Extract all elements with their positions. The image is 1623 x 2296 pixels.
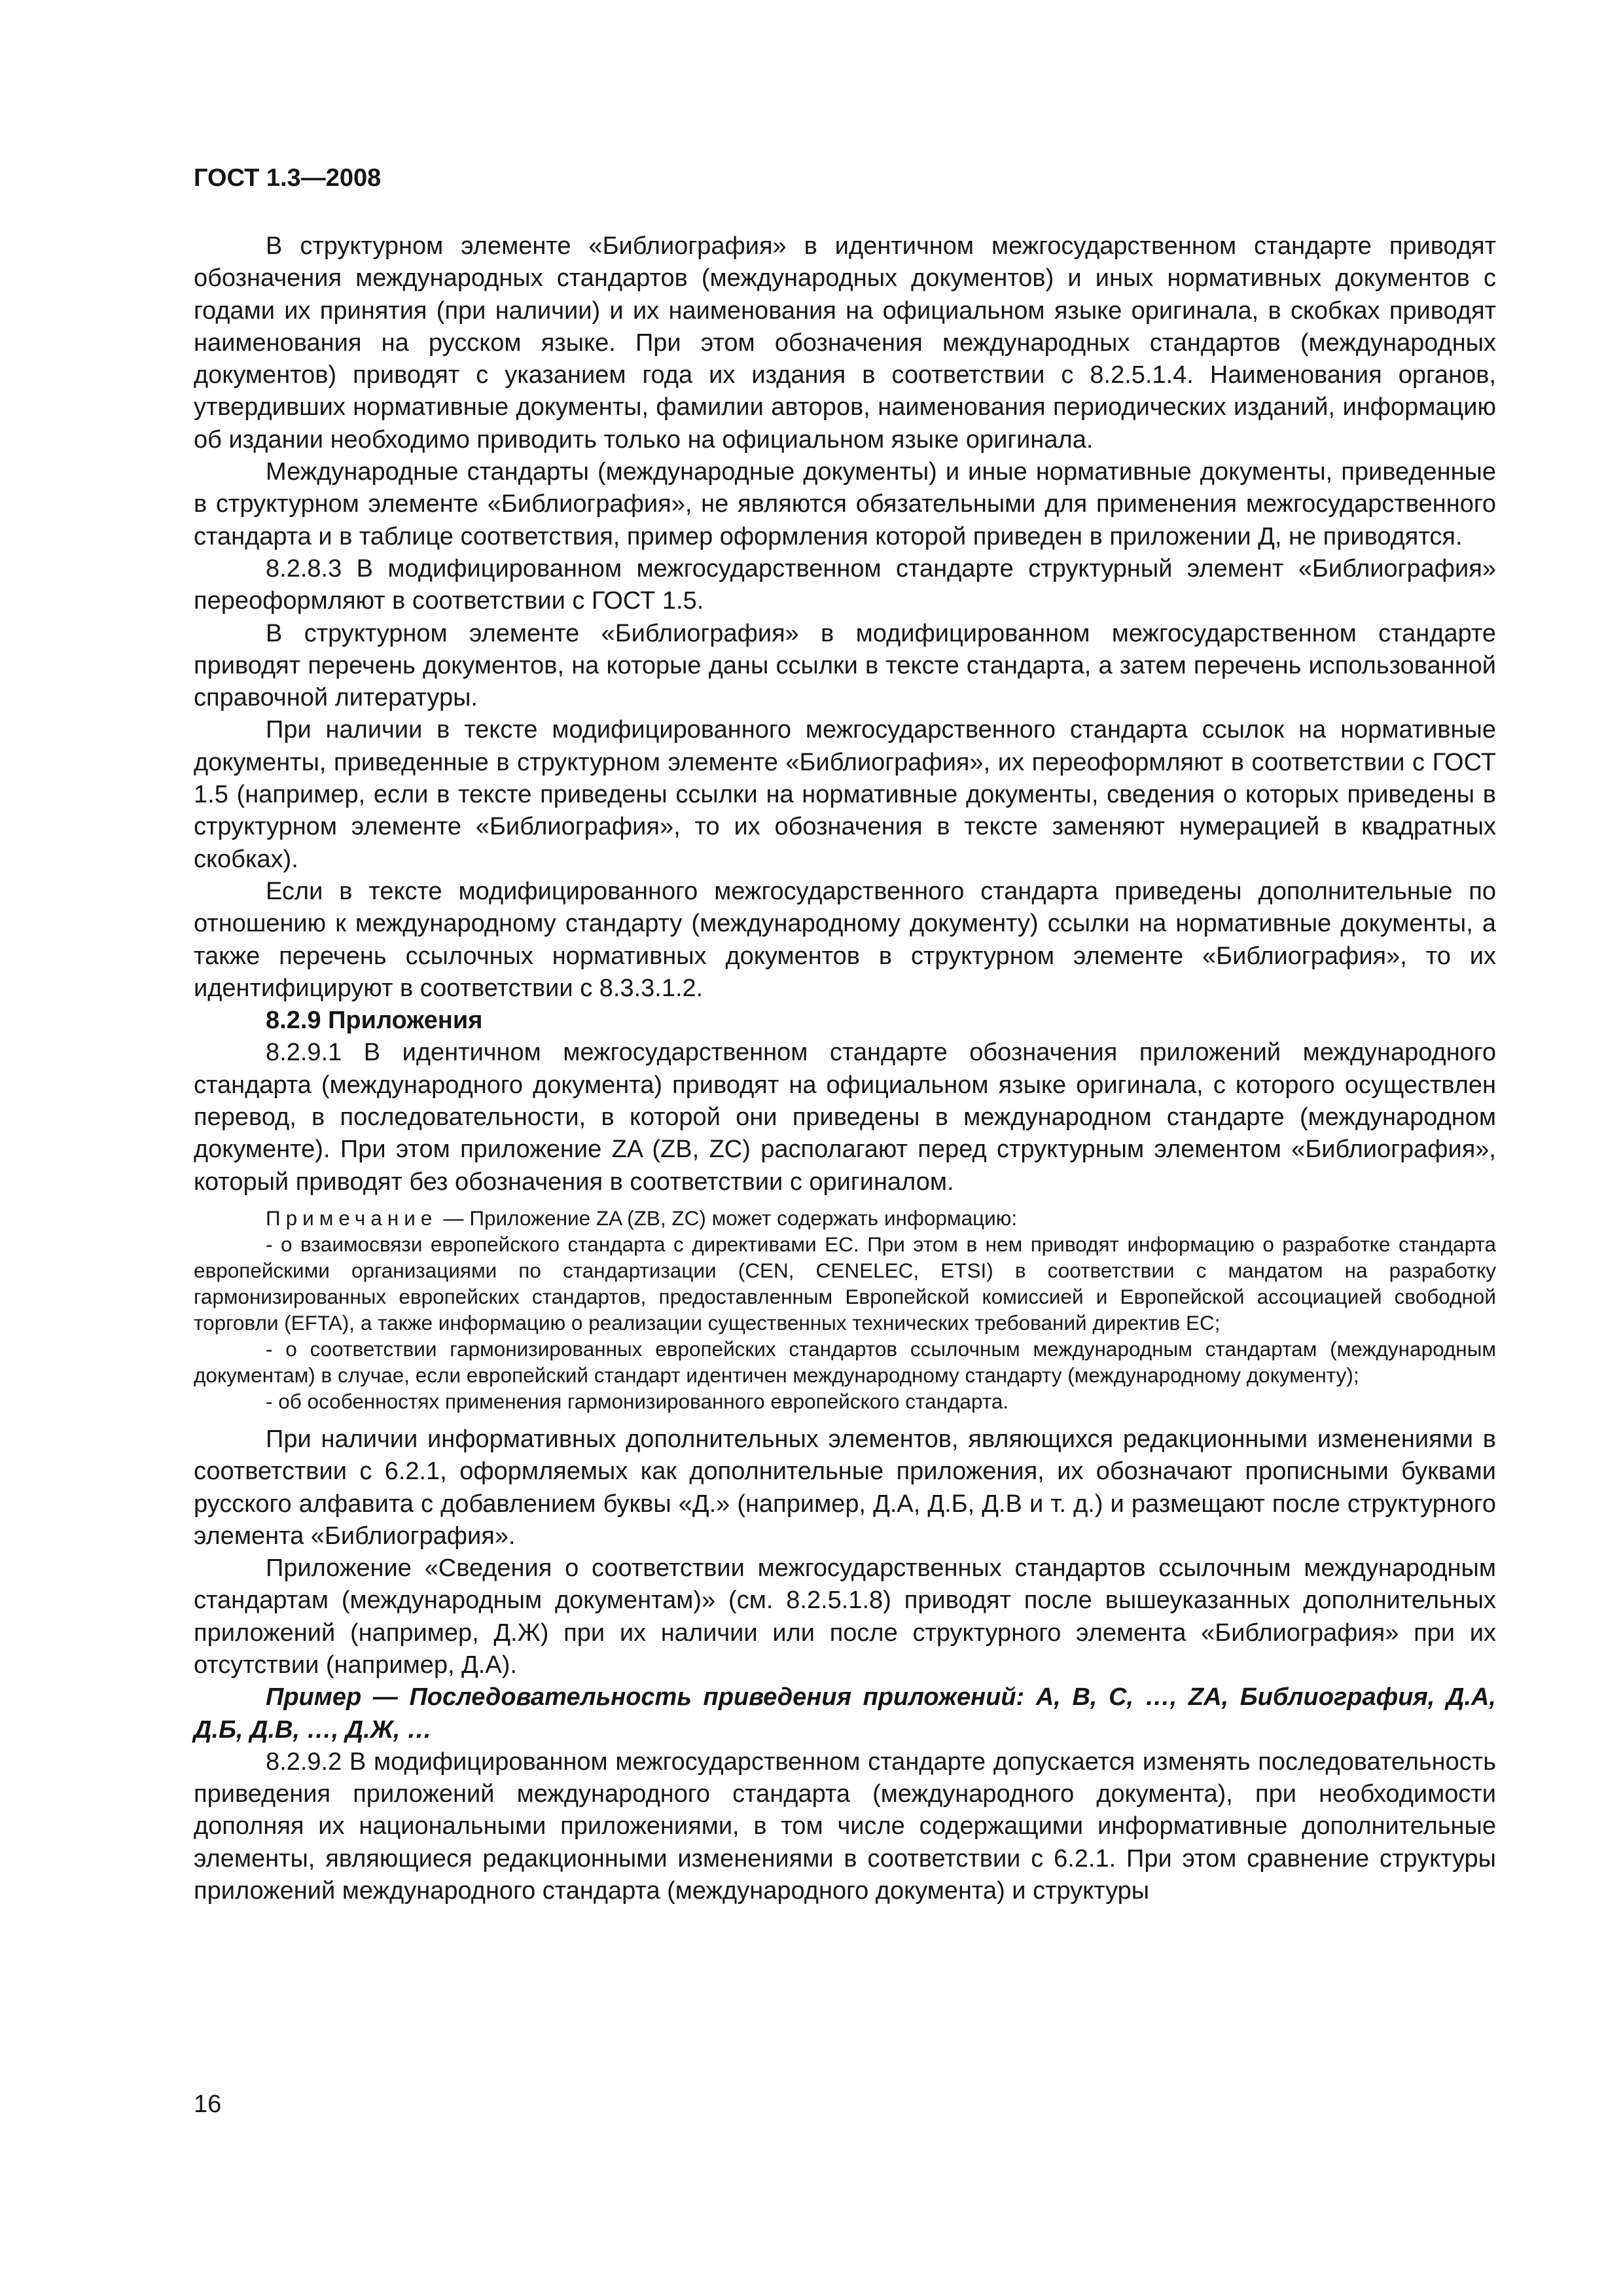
paragraph: Международные стандарты (международные документы) и иные нормативные документы, приведенные в структурном элементе «Библиография», не являются обязательными для применения межгосударственного стандарта и в таблице соответствия, пример оформления которой приведен в приложении Д, не приводятся. <box>194 458 1496 550</box>
paragraph: 8.2.8.3 В модифицированном межгосударственном стандарте структурный элемент «Библиография» переоформляют в соответствии с ГОСТ 1.5. <box>194 554 1496 615</box>
paragraph: Приложение «Сведения о соответствии межгосударственных стандартов ссылочным международным стандартам (международным документам)» (см. 8.2.5.1.8) приводят после вышеуказанных дополнительных приложений (например, Д.Ж) при их наличии или после структурного элемента «Библиография» при их отсутствии (например, Д.А). <box>194 1554 1496 1679</box>
paragraph: В структурном элементе «Библиография» в идентичном межгосударственном стандарте приводят обозначения международных стандартов (международных документов) и иных нормативных документов с годами их принятия (при наличии) и их наименования на официальном языке оригинала, в скобках приводят наименования на русском языке. При этом обозначения международных стандартов (международных документов) приводят с указанием года их издания в соответствии с 8.2.5.1.4. Наименования органов, утвердивших нормативные документы, фамилии авторов, наименования периодических изданий, информацию об издании необходимо приводить только на официальном языке оригинала. <box>194 232 1496 454</box>
paragraph: Если в тексте модифицированного межгосударственного стандарта приведены дополнительные по отношению к международному стандарту (международному документу) ссылки на нормативные документы, а также перечень ссылочных нормативных документов в структурном элементе «Библиография», то их идентифицируют в соответствии с 8.3.3.1.2. <box>194 877 1496 1002</box>
paragraph: При наличии в тексте модифицированного межгосударственного стандарта ссылок на нормативные документы, приведенные в структурном элементе «Библиография», их переоформляют в соответствии с ГОСТ 1.5 (например, если в тексте приведены ссылки на нормативные документы, сведения о которых приведены в структурном элементе «Библиография», то их обозначения в тексте заменяют нумерацией в квадратных скобках). <box>194 716 1496 873</box>
page-header: ГОСТ 1.3—2008 <box>194 164 382 192</box>
paragraph: 8.2.9.2 В модифицированном межгосударственном стандарте допускается изменять последовательность приведения приложений международного стандарта (международного документа), при необходимости дополняя их национальными приложениями, в том числе содержащими информативные дополнительные элементы, являющиеся редакционными изменениями в соответствии с 6.2.1. При этом сравнение структуры приложений международного стандарта (международного документа) и структуры <box>194 1748 1496 1905</box>
example: Пример — Последовательность приведения приложений: A, B, C, …, ZA, Библиография, Д.А, Д.Б, Д.В, …, Д.Ж, … <box>194 1683 1496 1744</box>
note-item: - об особенностях применения гармонизированного европейского стандарта. <box>266 1389 1009 1413</box>
paragraph: В структурном элементе «Библиография» в модифицированном межгосударственном стандарте приводят перечень документов, на которые даны ссылки в тексте стандарта, а затем перечень использованной справочной литературы. <box>194 619 1496 712</box>
note-label: Примечание <box>266 1206 438 1230</box>
paragraph: При наличии информативных дополнительных элементов, являющихся редакционными изменениями в соответствии с 6.2.1, оформляемых как дополнительные приложения, их обозначают прописными буквами русского алфавита с добавлением буквы «Д.» (например, Д.А, Д.Б, Д.В и т. д.) и размещают после структурного элемента «Библиография». <box>194 1425 1496 1550</box>
note-intro: — Приложение ZA (ZB, ZC) может содержать информацию: <box>437 1206 1018 1230</box>
paragraph: 8.2.9.1 В идентичном межгосударственном стандарте обозначения приложений международного стандарта (международного документа) приводят на официальном языке оригинала, с которого осуществлен перевод, в последовательности, в которой они приведены в международном стандарте (международном документе). При этом приложение ZA (ZB, ZC) располагают перед структурным элементом «Библиография», который приводят без обозначения в соответствии с оригиналом. <box>194 1039 1496 1196</box>
section-heading: 8.2.9 Приложения <box>266 1007 483 1035</box>
page-number: 16 <box>194 2090 222 2118</box>
note-block <box>194 1205 1496 1414</box>
note-item: - о соответствии гармонизированных европейских стандартов ссылочным международным стандартам (международным документам) в случае, если европейский стандарт идентичен международному стандарту (международному документу); <box>194 1336 1496 1387</box>
note-item: - о взаимосвязи европейского стандарта с директивами ЕС. При этом в нем приводят информацию о разработке стандарта европейскими организациями по стандартизации (CEN, CENELEC, ETSI) в соответствии с мандатом на разработку гармонизированных европейских стандартов, предоставленным Европейской комиссией и Европейской ассоциацией свободной торговли (EFTA), а также информацию о реализации существенных технических требований директив ЕС; <box>194 1232 1496 1335</box>
document-body <box>194 230 1496 1907</box>
note-title <box>194 1205 1496 1231</box>
